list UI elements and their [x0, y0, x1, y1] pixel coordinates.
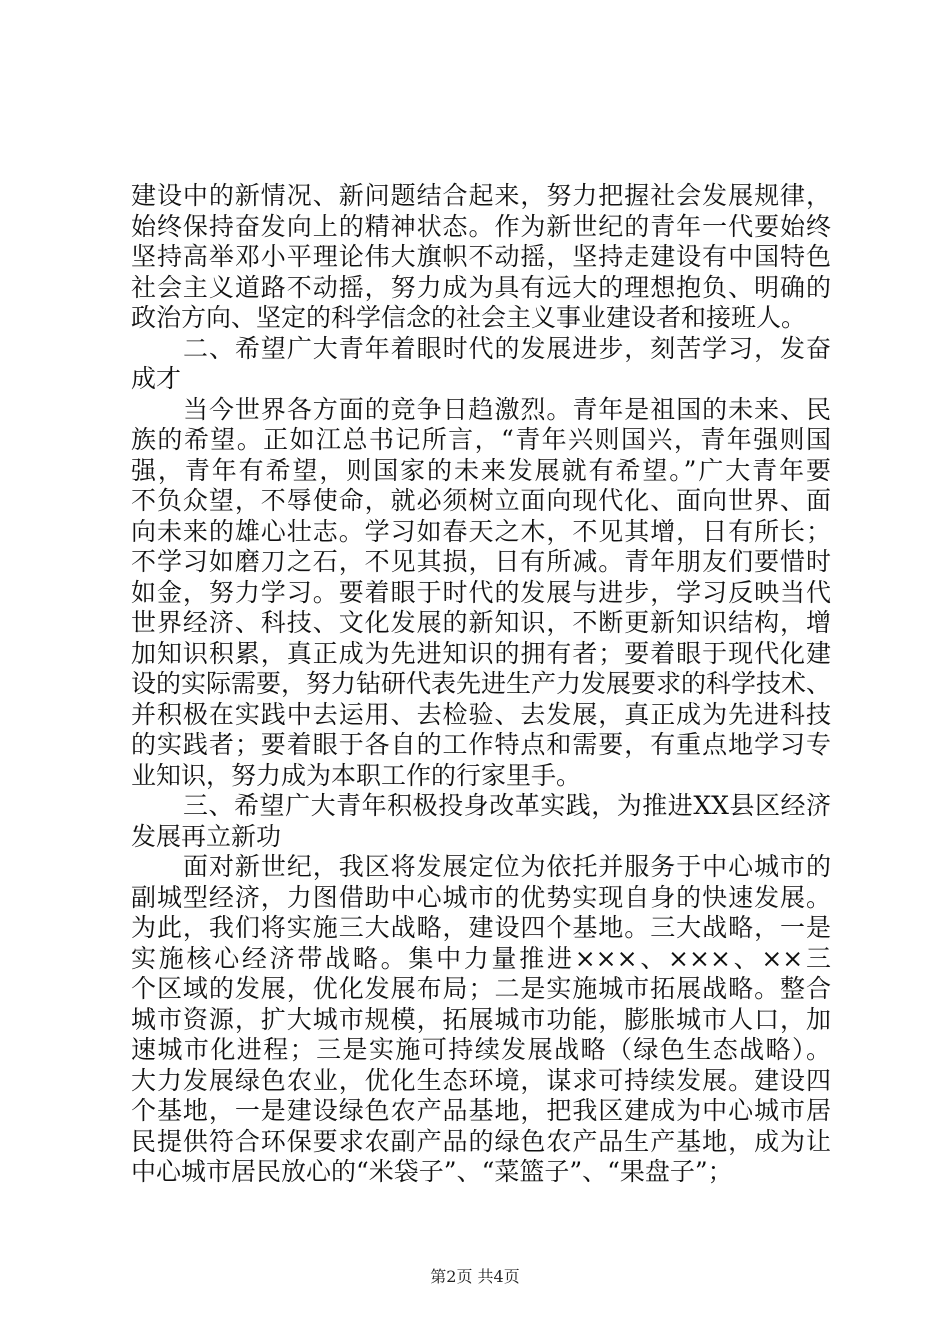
text-line: 面对新世纪，我区将发展定位为依托并服务于中心城市的 — [183, 852, 831, 881]
text-line: 族的希望。正如江总书记所言，“青年兴则国兴，青年强则国 — [131, 425, 831, 454]
section-heading: 三、希望广大青年积极投身改革实践，为推进XX县区经济 — [183, 791, 831, 820]
text-line: 政治方向、坚定的科学信念的社会主义事业建设者和接班人。 — [131, 303, 807, 332]
text-line: 大力发展绿色农业，优化生态环境，谋求可持续发展。建设四 — [131, 1065, 831, 1095]
text-line: 速城市化进程；三是实施可持续发展战略（绿色生态战略）。 — [131, 1035, 831, 1064]
text-line: 民提供符合环保要求农副产品的绿色农产品生产基地，成为让 — [131, 1126, 831, 1156]
document-body — [131, 181, 831, 1188]
text-line: 坚持高举邓小平理论伟大旗帜不动摇，坚持走建设有中国特色 — [131, 242, 831, 271]
text-line: 设的实际需要，努力钻研代表先进生产力发展要求的科学技术、 — [131, 669, 832, 698]
text-line: 当今世界各方面的竞争日趋激烈。青年是祖国的未来、民 — [183, 394, 831, 424]
text-line: 个区域的发展，优化发展布局；二是实施城市拓展战略。整合 — [131, 974, 831, 1003]
text-line: 加知识积累，真正成为先进知识的拥有者；要着眼于现代化建 — [131, 638, 831, 668]
text-line: 实施核心经济带战略。集中力量推进×××、×××、××三 — [131, 943, 831, 973]
text-line: 个基地，一是建设绿色农产品基地，把我区建成为中心城市居 — [131, 1096, 831, 1125]
text-line: 社会主义道路不动摇，努力成为具有远大的理想抱负、明确的 — [131, 272, 831, 302]
text-line: 并积极在实践中去运用、去检验、去发展，真正成为先进科技 — [131, 699, 831, 729]
text-line: 业知识，努力成为本职工作的行家里手。 — [131, 760, 582, 790]
text-line: 城市资源，扩大城市规模，拓展城市功能，膨胀城市人口，加 — [131, 1004, 831, 1034]
text-line: 为此，我们将实施三大战略，建设四个基地。三大战略，一是 — [131, 913, 831, 942]
text-line: 的实践者；要着眼于各自的工作特点和需要，有重点地学习专 — [131, 730, 831, 759]
text-line: 中心城市居民放心的“米袋子”、“菜篮子”、“果盘子”； — [131, 1157, 733, 1186]
section-heading: 成才 — [131, 364, 182, 393]
text-line: 向未来的雄心壮志。学习如春天之木，不见其增，日有所长； — [131, 516, 831, 546]
text-line: 建设中的新情况、新问题结合起来，努力把握社会发展规律， — [131, 181, 831, 210]
text-line: 如金，努力学习。要着眼于时代的发展与进步，学习反映当代 — [131, 577, 831, 607]
text-line: 不负众望，不辱使命，就必须树立面向现代化、面向世界、面 — [131, 486, 831, 515]
text-line: 始终保持奋发向上的精神状态。作为新世纪的青年一代要始终 — [131, 211, 831, 241]
text-line: 强，青年有希望，则国家的未来发展就有希望。”广大青年要 — [131, 455, 831, 485]
text-line: 副城型经济，力图借助中心城市的优势实现自身的快速发展。 — [131, 882, 831, 912]
section-heading: 发展再立新功 — [131, 821, 282, 851]
page-number-footer: 第2页 共4页 — [430, 1267, 520, 1286]
text-line: 不学习如磨刀之石，不见其损，日有所减。青年朋友们要惜时 — [131, 547, 831, 576]
text-line: 世界经济、科技、文化发展的新知识，不断更新知识结构，增 — [131, 608, 831, 637]
section-heading: 二、希望广大青年着眼时代的发展进步，刻苦学习，发奋 — [183, 333, 831, 363]
